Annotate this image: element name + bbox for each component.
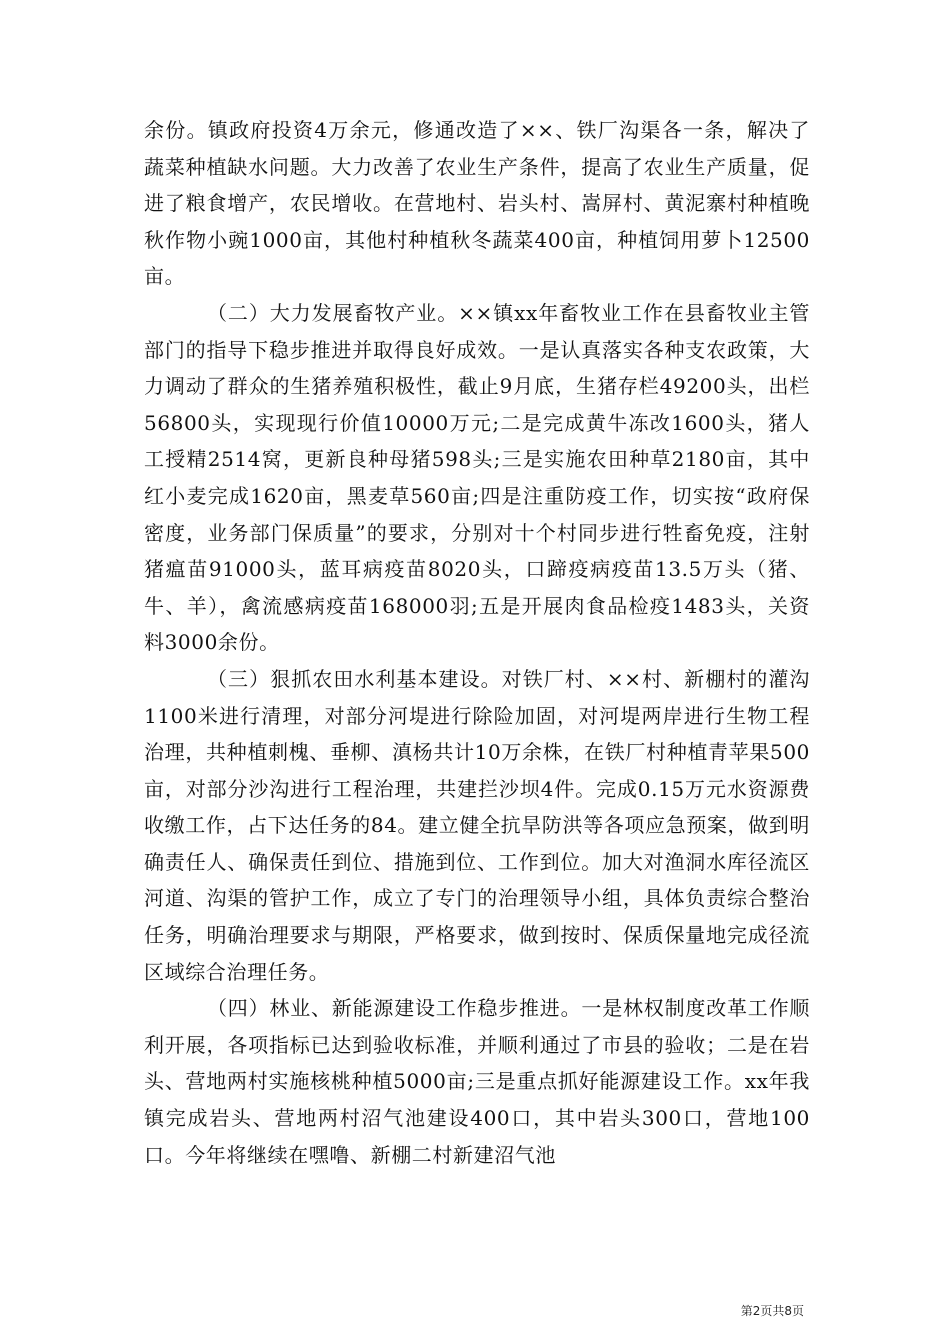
- paragraph-continuation: 余份。镇政府投资4万余元，修通改造了××、铁厂沟渠各一条，解决了蔬菜种植缺水问题。大力改善了农业生产条件，提高了农业生产质量，促进了粮食增产，农民增收。在营地村、岩头村、嵩屏村、黄泥寨村种植晚秋作物小豌1000亩，其他村种植秋冬蔬菜400亩，种植饲用萝卜12500亩。: [144, 118, 810, 289]
- document-body: [144, 112, 810, 1173]
- paragraph-forestry-energy: （四）林业、新能源建设工作稳步推进。一是林权制度改革工作顺利开展，各项指标已达到验收标准，并顺利通过了市县的验收；二是在岩头、营地两村实施核桃种植5000亩;三是重点抓好能源建设工作。xx年我镇完成岩头、营地两村沼气池建设400口，其中岩头300口，营地100口。今年将继续在嘿噜、新棚二村新建沼气池: [144, 996, 810, 1167]
- paragraph-water-conservancy: （三）狠抓农田水利基本建设。对铁厂村、××村、新棚村的灌沟1100米进行清理，对部分河堤进行除险加固，对河堤两岸进行生物工程治理，共种植刺槐、垂柳、滇杨共计10万余株，在铁厂村种植青苹果500亩，对部分沙沟进行工程治理，共建拦沙坝4件。完成0.15万元水资源费收缴工作，占下达任务的84。建立健全抗旱防洪等各项应急预案，做到明确责任人、确保责任到位、措施到位、工作到位。加大对渔洞水库径流区河道、沟渠的管护工作，成立了专门的治理领导小组，具体负责综合整治任务，明确治理要求与期限，严格要求，做到按时、保质保量地完成径流区域综合治理任务。: [144, 666, 810, 984]
- paragraph-livestock: （二）大力发展畜牧产业。××镇xx年畜牧业工作在县畜牧业主管部门的指导下稳步推进并取得良好成效。一是认真落实各种支农政策，大力调动了群众的生猪养殖积极性，截止9月底，生猪存栏49200头，出栏56800头，实现现行价值10000万元;二是完成黄牛冻改1600头，猪人工授精2514窝，更新良种母猪598头;三是实施农田种草2180亩，其中红小麦完成1620亩，黑麦草560亩;四是注重防疫工作，切实按“政府保密度，业务部门保质量”的要求，分别对十个村同步进行牲畜免疫，注射猪瘟苗91000头，蓝耳病疫苗8020头，口蹄疫病疫苗13.5万头（猪、牛、羊），禽流感病疫苗168000羽;五是开展肉食品检疫1483头，关资料3000余份。: [144, 300, 810, 655]
- page-number-footer: 第2页共8页: [740, 1304, 804, 1318]
